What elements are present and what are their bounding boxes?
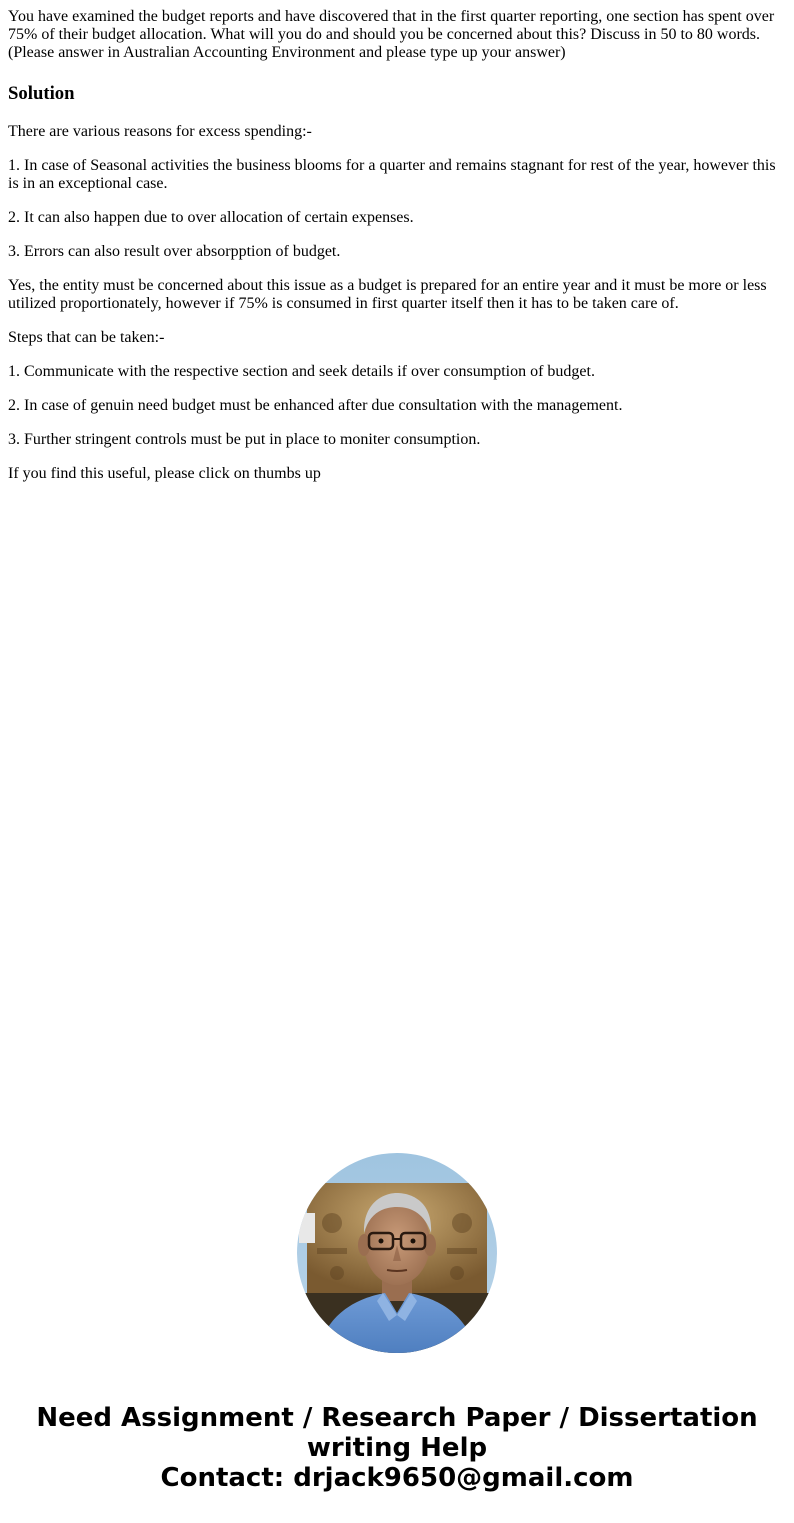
author-avatar (297, 1153, 497, 1353)
contact-email-text: Contact: drjack9650@gmail.com (160, 1463, 634, 1493)
solution-paragraph: 3. Further stringent controls must be put in place to moniter consumption. (8, 431, 481, 448)
solution-paragraph: 1. In case of Seasonal activities the business blooms for a quarter and remains stagnant for rest of the year, however this is in an exceptional case. (8, 157, 776, 192)
contact-banner (0, 1403, 794, 1493)
solution-paragraph: If you find this useful, please click on thumbs up (8, 465, 321, 482)
solution-paragraph: There are various reasons for excess spending:- (8, 123, 312, 140)
help-offer-text: Need Assignment / Research Paper / Dissertation writing Help (36, 1403, 758, 1463)
document-body (8, 8, 786, 483)
solution-paragraph: 2. In case of genuin need budget must be enhanced after due consultation with the management. (8, 397, 623, 414)
author-photo-icon (297, 1153, 497, 1353)
question-text: You have examined the budget reports and have discovered that in the first quarter reporting, one section has spent over 75% of their budget allocation. What will you do and should you be concerned about this? Discuss in 50 to 80 words. (Please answer in Australian Accounting Environment and please type up your answer) (8, 8, 775, 61)
solution-heading: Solution (8, 83, 75, 104)
solution-paragraph: 2. It can also happen due to over allocation of certain expenses. (8, 209, 414, 226)
solution-paragraph: Steps that can be taken:- (8, 329, 165, 346)
solution-paragraph: 1. Communicate with the respective section and seek details if over consumption of budget. (8, 363, 595, 380)
solution-paragraph: Yes, the entity must be concerned about this issue as a budget is prepared for an entire year and it must be more or less utilized proportionately, however if 75% is consumed in first quarter itself then it has to be taken care of. (8, 277, 767, 312)
solution-paragraph: 3. Errors can also result over absorpption of budget. (8, 243, 341, 260)
